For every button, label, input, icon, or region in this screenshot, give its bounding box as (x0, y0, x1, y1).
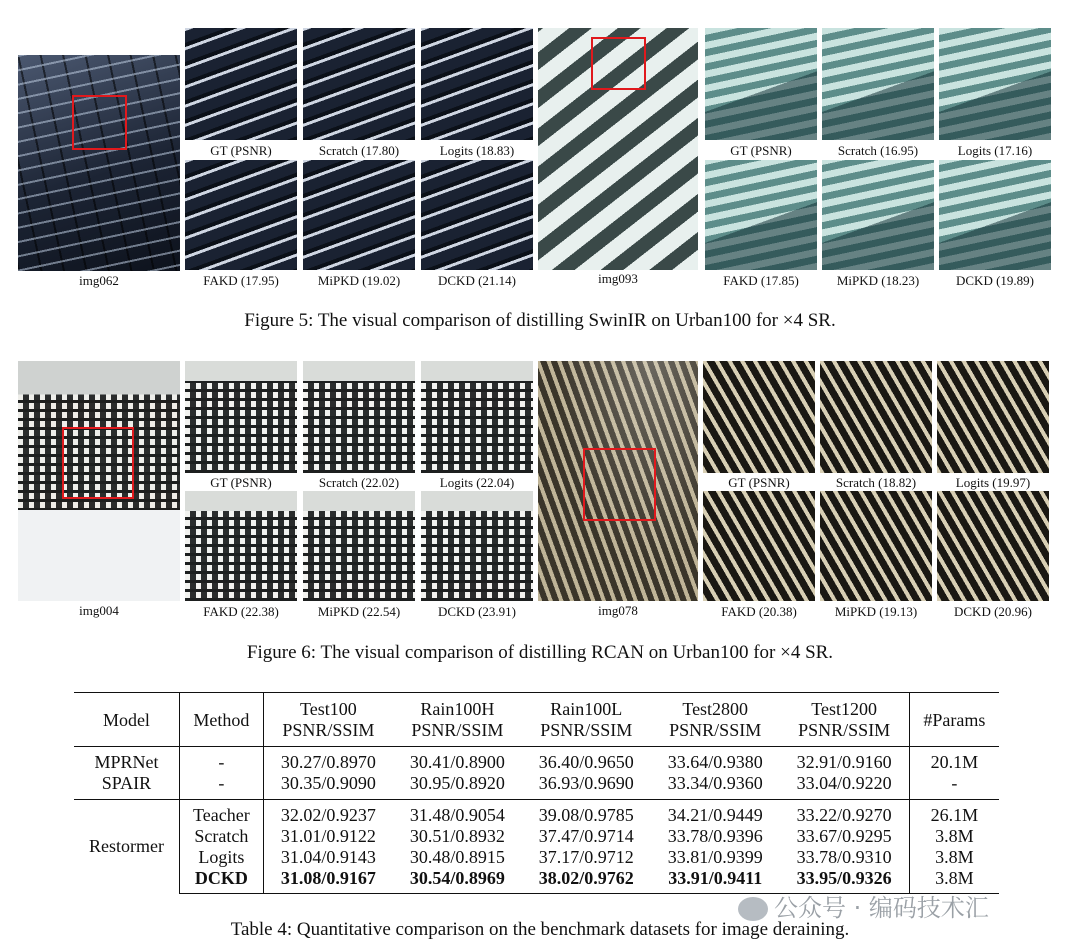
results-table (74, 692, 999, 894)
bold-text: DCKD (194, 868, 248, 888)
cell-value: 30.95/0.8920 (409, 773, 505, 793)
dataset-name: Test1200 (811, 699, 878, 719)
table-caption: Table 4: Quantitative comparison on the benchmark datasets for image deraining. (230, 919, 850, 940)
tile-caption: Scratch (17.80) (318, 143, 400, 158)
tile-caption: MiPKD (22.54) (317, 604, 401, 619)
tile-caption: Scratch (18.82) (835, 475, 917, 490)
cell-value: 37.47/0.9714 (538, 826, 634, 846)
tile-caption: FAKD (17.95) (203, 273, 279, 288)
zoom-tile (303, 491, 415, 601)
cell-value: 30.51/0.8932 (409, 826, 505, 846)
cell-model-restormer: Restormer (74, 800, 179, 894)
cell-value: 37.17/0.9712 (538, 847, 634, 867)
cell-value (263, 868, 393, 894)
cell-method: Scratch (179, 826, 263, 847)
zoom-tile (820, 361, 932, 473)
zoom-tile (185, 28, 297, 140)
dataset-metric: PSNR/SSIM (411, 720, 504, 740)
cell-value (522, 868, 651, 894)
tile-caption: FAKD (20.38) (721, 604, 797, 619)
cell-value: 33.04/0.9220 (780, 773, 910, 800)
cell-params: 20.1M (909, 747, 999, 774)
full-image-img062 (18, 55, 180, 271)
cell-params: 3.8M (935, 826, 974, 846)
header-params: #Params (909, 693, 999, 747)
dataset-metric: PSNR/SSIM (282, 720, 375, 740)
tile-caption: MiPKD (19.13) (834, 604, 918, 619)
dataset-metric: PSNR/SSIM (540, 720, 633, 740)
bold-text: 30.54/0.8969 (409, 868, 505, 888)
cell-method: - (179, 747, 263, 774)
tile-caption: Logits (18.83) (439, 143, 515, 158)
zoom-region-box (72, 95, 127, 150)
cell-value: 33.81/0.9399 (667, 847, 763, 867)
zoom-tile (705, 160, 817, 270)
tile-caption: DCKD (20.96) (954, 604, 1032, 619)
cell-value (393, 868, 522, 894)
zoom-tile (937, 361, 1049, 473)
cell-method: - (179, 773, 263, 800)
cell-model: MPRNet (74, 747, 179, 774)
table-row (74, 826, 999, 847)
cell-value: 36.93/0.9690 (538, 773, 634, 793)
dataset-metric: PSNR/SSIM (669, 720, 762, 740)
cell-params: 3.8M (909, 868, 999, 894)
dataset-name: Test2800 (682, 699, 749, 719)
cell-value: 33.64/0.9380 (651, 747, 780, 774)
zoom-tile (185, 160, 297, 270)
cell-params: - (951, 773, 958, 793)
cell-method (179, 868, 263, 894)
figure-caption: Figure 5: The visual comparison of distilling SwinIR on Urban100 for ×4 SR. (244, 310, 836, 331)
header-dataset (522, 693, 651, 747)
cell-value: 30.41/0.8900 (393, 747, 522, 774)
tile-caption: DCKD (21.14) (438, 273, 516, 288)
zoom-tile (703, 361, 815, 473)
zoom-region-box (591, 37, 646, 90)
table-row (74, 773, 999, 800)
zoom-tile (820, 491, 932, 601)
table-header-row (74, 693, 999, 747)
zoom-tile (421, 160, 533, 270)
bold-text: 33.91/0.9411 (668, 868, 763, 888)
zoom-tile (939, 28, 1051, 140)
cell-value: 31.01/0.9122 (280, 826, 376, 846)
watermark-text: 公众号 · 编码技术汇 (774, 894, 989, 922)
zoom-tile (703, 491, 815, 601)
cell-value: 31.04/0.9143 (280, 847, 376, 867)
zoom-tile (303, 361, 415, 473)
cell-value: 31.48/0.9054 (393, 800, 522, 827)
bold-text: 31.08/0.9167 (280, 868, 376, 888)
header-model: Model (74, 693, 179, 747)
figure-caption: Figure 6: The visual comparison of distilling RCAN on Urban100 for ×4 SR. (246, 642, 834, 663)
cell-value: 39.08/0.9785 (522, 800, 651, 827)
dataset-name: Test100 (300, 699, 357, 719)
cell-method: Teacher (179, 800, 263, 827)
cell-value: 32.91/0.9160 (780, 747, 910, 774)
header-dataset (780, 693, 910, 747)
cell-value: 32.02/0.9237 (263, 800, 393, 827)
cell-value: 33.67/0.9295 (780, 826, 910, 847)
image-label: img093 (598, 271, 638, 286)
tile-caption: MiPKD (19.02) (317, 273, 401, 288)
zoom-tile (705, 28, 817, 140)
cell-value: 33.34/0.9360 (667, 773, 763, 793)
cell-value: 36.40/0.9650 (522, 747, 651, 774)
zoom-tile (303, 28, 415, 140)
cell-method: Logits (179, 847, 263, 868)
tile-caption: Scratch (16.95) (837, 143, 919, 158)
zoom-tile (185, 361, 297, 473)
header-dataset (393, 693, 522, 747)
image-label: img004 (79, 603, 119, 618)
zoom-tile (937, 491, 1049, 601)
tile-caption: FAKD (22.38) (203, 604, 279, 619)
table-row (74, 747, 999, 774)
zoom-tile (185, 491, 297, 601)
zoom-tile (421, 491, 533, 601)
header-method: Method (179, 693, 263, 747)
cell-params: 3.8M (935, 847, 974, 867)
dataset-metric: PSNR/SSIM (798, 720, 891, 740)
wechat-logo-icon (738, 897, 768, 921)
cell-value: 30.27/0.8970 (263, 747, 393, 774)
tile-caption: DCKD (19.89) (956, 273, 1034, 288)
cell-value: 33.22/0.9270 (780, 800, 910, 827)
watermark (738, 888, 989, 923)
cell-value: 30.48/0.8915 (409, 847, 505, 867)
cell-value: 30.35/0.9090 (280, 773, 376, 793)
tile-caption: GT (PSNR) (730, 143, 792, 158)
zoom-tile (303, 160, 415, 270)
image-label: img062 (79, 273, 119, 288)
header-dataset (651, 693, 780, 747)
tile-caption: GT (PSNR) (210, 475, 272, 490)
cell-value: 34.21/0.9449 (651, 800, 780, 827)
zoom-tile (939, 160, 1051, 270)
tile-caption: Logits (22.04) (439, 475, 515, 490)
bold-text: 33.95/0.9326 (796, 868, 892, 888)
tile-caption: Logits (17.16) (957, 143, 1033, 158)
cell-value: 33.78/0.9310 (780, 847, 910, 868)
zoom-region-box (583, 448, 656, 521)
image-label: img078 (598, 603, 638, 618)
zoom-tile (822, 160, 934, 270)
zoom-tile (421, 28, 533, 140)
zoom-tile (421, 361, 533, 473)
dataset-name: Rain100H (420, 699, 495, 719)
table-row (74, 800, 999, 827)
cell-value: 33.78/0.9396 (667, 826, 763, 846)
zoom-tile (822, 28, 934, 140)
dataset-name: Rain100L (550, 699, 623, 719)
cell-params: 26.1M (909, 800, 999, 827)
tile-caption: Scratch (22.02) (318, 475, 400, 490)
tile-caption: MiPKD (18.23) (836, 273, 920, 288)
bold-text: 38.02/0.9762 (538, 868, 634, 888)
tile-caption: GT (PSNR) (210, 143, 272, 158)
tile-caption: Logits (19.97) (955, 475, 1031, 490)
tile-caption: GT (PSNR) (728, 475, 790, 490)
tile-caption: FAKD (17.85) (723, 273, 799, 288)
tile-caption: DCKD (23.91) (438, 604, 516, 619)
cell-model: SPAIR (74, 773, 179, 800)
table-row (74, 847, 999, 868)
zoom-region-box (62, 427, 134, 499)
header-dataset (263, 693, 393, 747)
